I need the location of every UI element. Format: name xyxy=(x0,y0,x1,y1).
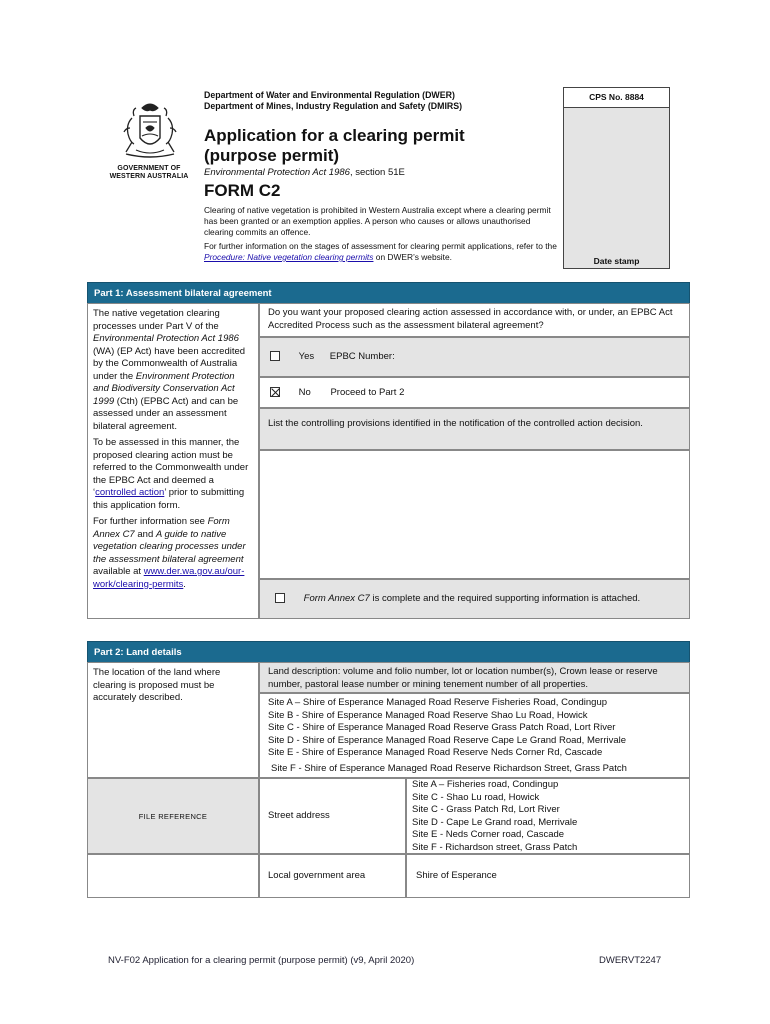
street-e: Site E - Neds Corner road, Cascade xyxy=(412,829,565,841)
annex-c7-row[interactable] xyxy=(259,579,690,619)
site-b: Site B - Shire of Esperance Managed Road Reserve Shao Lu Road, Howick xyxy=(268,709,588,721)
cps-number: CPS No. 8884 xyxy=(564,88,669,108)
intro-paragraph: Clearing of native vegetation is prohibited in Western Australia except where a clearing permit has been granted or an exemption applies. A person who causes or allows unauthorised clearing commits an offence. xyxy=(204,205,551,237)
file-reference-label: FILE REFERENCE xyxy=(138,811,208,821)
p3-period: . xyxy=(183,578,186,590)
procedure-link[interactable]: Procedure: Native vegetation clearing permits xyxy=(204,252,374,262)
street-b: Site C - Shao Lu road, Howick xyxy=(412,791,540,803)
street-address-label: Street address xyxy=(259,778,406,854)
act-section: , section 51E xyxy=(349,167,405,178)
part2-heading: Part 2: Land details xyxy=(87,641,690,664)
footer-code: DWERVT2247 xyxy=(599,955,662,966)
site-d: Site D - Shire of Esperance Managed Road Reserve Cape Le Grand Road, Merrivale xyxy=(268,734,627,746)
file-reference-cell xyxy=(87,778,259,854)
title-line-2: (purpose permit) xyxy=(204,146,340,165)
p3-available: available at xyxy=(93,566,144,577)
department-names xyxy=(204,90,462,112)
annex-c7-checkbox[interactable] xyxy=(275,593,285,603)
p1-text-c: (Cth) (EPBC Act) and can be assessed under an assessment bilateral agreement. xyxy=(93,395,239,432)
cps-stamp-box xyxy=(563,87,670,269)
footer-form-info: NV-F02 Application for a clearing permit (purpose permit) (v9, April 2020) xyxy=(108,955,415,966)
street-a: Site A – Fisheries road, Condingup xyxy=(412,779,559,790)
no-option-row[interactable] xyxy=(259,377,690,408)
no-label: No xyxy=(298,387,311,398)
no-checkbox[interactable] xyxy=(270,387,280,397)
epbc-number-label: EPBC Number: xyxy=(329,351,395,362)
part1-info-column xyxy=(87,303,259,619)
page-title xyxy=(204,126,544,166)
government-label xyxy=(98,165,200,181)
land-description-label: Land description: volume and folio number, lot or location number(s), Crown lease or reserve number, pastoral lease number or mining tenement number of all properties. xyxy=(259,662,690,693)
site-c: Site C - Shire of Esperance Managed Road Reserve Grass Patch Road, Lort River xyxy=(268,722,616,734)
p3-guide: A guide to native vegetation clearing processes under the assessment bilateral agreement xyxy=(93,528,246,565)
land-location-note: The location of the land where clearing is proposed must be accurately described. xyxy=(87,662,259,778)
epbc-question: Do you want your proposed clearing action assessed in accordance with, or under, an EPBC Act Accredited Process such as the assessment bilateral agreement? xyxy=(259,303,690,337)
p1-text-b: (WA) (EP Act) have been accredited by the Commonwealth of Australia under the xyxy=(93,345,246,382)
p1-epbc-act: Environment Protection and Biodiversity Conservation Act 1999 xyxy=(93,370,235,407)
yes-option-row[interactable] xyxy=(259,337,690,377)
title-line-1: Application for a clearing permit xyxy=(204,126,465,145)
p3-and: and xyxy=(134,528,156,540)
street-c: Site C - Grass Patch Rd, Lort River xyxy=(412,804,560,816)
p3-annex: Form Annex C7 xyxy=(93,516,230,540)
wa-coat-of-arms-icon xyxy=(112,98,188,162)
gov-label-line-1: GOVERNMENT OF xyxy=(117,165,181,172)
further-info-paragraph xyxy=(204,241,560,263)
site-e: Site E - Shire of Esperance Managed Road Reserve Neds Corner Rd, Cascade xyxy=(268,747,603,759)
annex-c7-text: is complete and the required supporting information is attached. xyxy=(369,593,641,604)
dept-dmirs: Department of Mines, Industry Regulation and Safety (DMIRS) xyxy=(204,101,463,111)
p3-text: For further information see xyxy=(93,516,208,527)
form-number: FORM C2 xyxy=(204,181,281,200)
further-info-text-end: on DWER’s website. xyxy=(373,252,452,262)
lga-left-cell xyxy=(87,854,259,898)
p2-text-b: ’ prior to submitting this application form. xyxy=(93,487,245,511)
controlling-provisions-label: List the controlling provisions identified in the notification of the controlled action decision. xyxy=(259,408,690,450)
further-info-text: For further information on the stages of assessment for clearing permit applications, refer to the xyxy=(204,241,557,251)
site-a: Site A – Shire of Esperance Managed Road Reserve Fisheries Road, Condingup xyxy=(268,697,608,708)
annex-c7-name: Form Annex C7 xyxy=(303,593,370,604)
street-address-value[interactable] xyxy=(406,778,690,854)
p1-ep-act: Environmental Protection Act 1986 xyxy=(93,333,239,344)
p1-text: The native vegetation clearing processes under Part V of the xyxy=(93,308,220,332)
land-description-value[interactable] xyxy=(259,693,690,778)
lga-label: Local government area xyxy=(259,854,406,898)
part1-heading: Part 1: Assessment bilateral agreement xyxy=(87,282,690,305)
act-reference xyxy=(204,167,405,178)
site-f: Site F - Shire of Esperance Managed Road Reserve Richardson Street, Grass Patch xyxy=(271,762,627,774)
act-name: Environmental Protection Act 1986 xyxy=(204,167,350,178)
lga-value[interactable]: Shire of Esperance xyxy=(406,854,690,898)
controlling-provisions-input[interactable] xyxy=(259,450,690,579)
der-website-link[interactable]: www.der.wa.gov.au/our-work/clearing-permits xyxy=(93,566,245,590)
street-f: Site F - Richardson street, Grass Patch xyxy=(412,841,578,853)
gov-label-line-2: WESTERN AUSTRALIA xyxy=(109,173,189,180)
date-stamp-label: Date stamp xyxy=(593,256,640,266)
yes-checkbox[interactable] xyxy=(270,351,280,361)
proceed-label: Proceed to Part 2 xyxy=(330,387,405,398)
p2-text: To be assessed in this manner, the proposed clearing action must be referred to the Commonwealth under the EPBC Act and deemed a ‘ xyxy=(93,437,249,498)
controlled-action-link[interactable]: controlled action xyxy=(95,487,165,498)
dept-dwer: Department of Water and Environmental Regulation (DWER) xyxy=(204,90,455,100)
street-d: Site D - Cape Le Grand road, Merrivale xyxy=(412,816,578,828)
yes-label: Yes xyxy=(298,351,315,362)
